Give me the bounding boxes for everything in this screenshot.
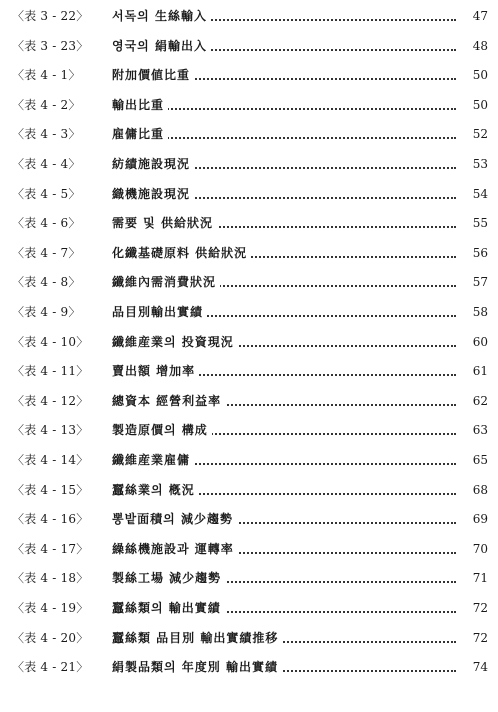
table-reference: 〈表 4 - 8〉	[12, 275, 81, 290]
page-number: 52	[460, 124, 488, 144]
table-title: 雇傭比重	[112, 124, 168, 144]
table-title: 製造原價의 構成	[112, 420, 212, 440]
toc-entry[interactable]	[0, 391, 498, 411]
table-reference: 〈表 4 - 19〉	[12, 601, 89, 615]
table-reference: 〈表 4 - 14〉	[12, 453, 89, 467]
table-title: 品目別輸出實績	[112, 302, 207, 322]
toc-entry[interactable]	[0, 539, 498, 559]
toc-entry[interactable]	[0, 509, 498, 529]
page-number: 60	[460, 332, 488, 352]
table-reference: 〈表 4 - 7〉	[12, 245, 81, 260]
page-number: 56	[460, 243, 488, 263]
toc-entry[interactable]	[0, 628, 498, 648]
page-number: 71	[460, 568, 488, 588]
table-reference: 〈表 4 - 2〉	[12, 97, 81, 112]
table-title: 織機施設現況	[112, 184, 194, 204]
toc-entry[interactable]	[0, 154, 498, 174]
page-number: 61	[460, 361, 488, 381]
table-reference: 〈表 4 - 16〉	[12, 512, 89, 527]
toc-entry[interactable]	[0, 332, 498, 352]
table-reference: 〈表 4 - 5〉	[12, 186, 81, 201]
page-number: 54	[460, 184, 488, 204]
toc-entry[interactable]	[0, 598, 498, 618]
page-number: 72	[460, 628, 488, 648]
table-reference: 〈表 4 - 11〉	[12, 364, 89, 379]
toc-entry[interactable]	[0, 420, 498, 440]
table-reference: 〈表 4 - 10〉	[12, 334, 89, 349]
page-number: 55	[460, 213, 488, 233]
toc-entry[interactable]	[0, 95, 498, 115]
table-title: 輸出比重	[112, 95, 168, 115]
page-number: 47	[460, 6, 488, 26]
page-number: 70	[460, 539, 488, 559]
table-reference: 〈表 4 - 15〉	[12, 482, 89, 497]
page-number: 69	[460, 509, 488, 529]
table-title: 絹製品類의 年度別 輸出實績	[112, 657, 282, 677]
table-reference: 〈表 4 - 21〉	[12, 660, 89, 675]
page-number: 57	[460, 272, 488, 292]
table-reference: 〈表 4 - 18〉	[12, 571, 89, 586]
table-reference: 〈表 3 - 22〉	[12, 9, 89, 23]
page-number: 50	[460, 95, 488, 115]
table-title: 서독의 生絲輸入	[112, 6, 211, 26]
table-title: 蠶絲業의 槪況	[112, 480, 199, 500]
table-title: 需要 및 供給狀況	[112, 213, 217, 233]
page-number: 72	[460, 598, 488, 618]
page-number: 74	[460, 657, 488, 677]
table-title: 化纖基礎原料 供給狀況	[112, 243, 251, 263]
page-number: 48	[460, 36, 488, 56]
table-reference: 〈表 4 - 3〉	[12, 127, 81, 142]
toc-entry[interactable]	[0, 184, 498, 204]
toc-entry[interactable]	[0, 243, 498, 263]
toc-entry[interactable]	[0, 568, 498, 588]
table-reference: 〈表 3 - 23〉	[12, 38, 89, 53]
table-reference: 〈表 4 - 12〉	[12, 393, 89, 408]
table-title: 附加價値比重	[112, 65, 194, 85]
page-number: 62	[460, 391, 488, 411]
table-reference: 〈表 4 - 17〉	[12, 541, 89, 556]
table-reference: 〈表 4 - 20〉	[12, 630, 89, 645]
table-reference: 〈表 4 - 1〉	[12, 68, 81, 83]
table-title: 製絲工場 減少趨勢	[112, 568, 225, 588]
toc-entry[interactable]	[0, 124, 498, 144]
table-title: 蠶絲類 品目別 輸出實績推移	[112, 628, 282, 648]
table-title: 영국의 絹輸出入	[112, 36, 211, 56]
toc-entry[interactable]	[0, 36, 498, 56]
table-reference: 〈表 4 - 13〉	[12, 423, 89, 438]
page-number: 68	[460, 480, 488, 500]
toc-entry[interactable]	[0, 361, 498, 381]
table-title: 蠶絲類의 輸出實績	[112, 598, 225, 618]
table-reference: 〈表 4 - 6〉	[12, 216, 81, 231]
page-number: 58	[460, 302, 488, 322]
toc-entry[interactable]	[0, 480, 498, 500]
toc-entry[interactable]	[0, 6, 498, 26]
table-title: 繰絲機施設과 運轉率	[112, 539, 238, 559]
table-title: 紡績施設現況	[112, 154, 194, 174]
table-reference: 〈表 4 - 4〉	[12, 157, 81, 171]
page-number: 50	[460, 65, 488, 85]
table-reference: 〈表 4 - 9〉	[12, 305, 81, 319]
table-title: 總資本 經營利益率	[112, 391, 225, 411]
toc-entry[interactable]	[0, 302, 498, 322]
toc-entry[interactable]	[0, 450, 498, 470]
toc-entry[interactable]	[0, 213, 498, 233]
toc-entry[interactable]	[0, 65, 498, 85]
page-number: 65	[460, 450, 488, 470]
page-number: 63	[460, 420, 488, 440]
table-title: 纖維産業雇傭	[112, 450, 194, 470]
table-title: 뽕밭面積의 減少趨勢	[112, 509, 237, 529]
table-title: 纖維內需消費狀況	[112, 272, 220, 292]
toc-entry[interactable]	[0, 272, 498, 292]
table-title: 賣出額 增加率	[112, 361, 199, 381]
table-title: 纖維産業의 投資現況	[112, 332, 238, 352]
toc-entry[interactable]	[0, 657, 498, 677]
page-number: 53	[460, 154, 488, 174]
